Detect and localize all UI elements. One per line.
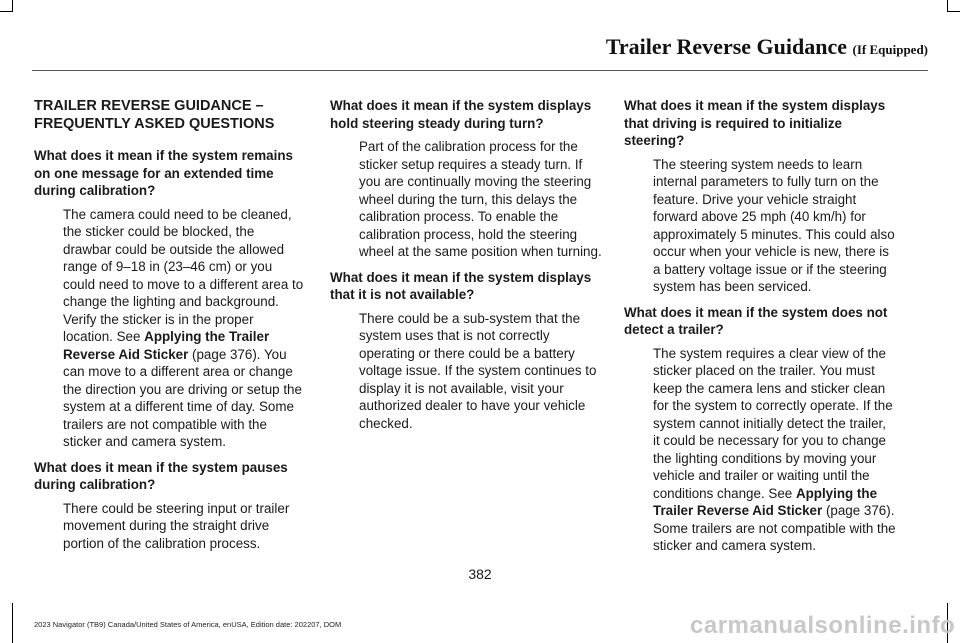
cross-reference-link[interactable]: Applying the Trailer Reverse Aid Sticker <box>63 329 270 362</box>
section-title: TRAILER REVERSE GUIDANCE – FREQUENTLY ASKED QUESTIONS <box>34 98 275 132</box>
faq-question: What does it mean if the system displays hold steering steady during turn? <box>330 98 592 131</box>
faq-question: What does it mean if the system displays that driving is required to initialize steering? <box>624 98 886 148</box>
faq-answer-text: The camera could need to be cleaned, the sticker could be blocked, the drawbar could be outside the allowed range of 9–18 in (23–46 cm) or you could need to move to a different area to change the lighting and background. Verify the sticker is in the proper location. See <box>63 206 304 344</box>
faq-question: What does it mean if the system pauses during calibration? <box>34 459 288 492</box>
header-title: Trailer Reverse Guidance <box>605 34 847 59</box>
faq-question: What does it mean if the system does not detect a trailer? <box>624 304 888 337</box>
edition-footer: 2023 Navigator (TB9) Canada/United States of America, enUSA, Edition date: 202207, DOM <box>34 620 342 629</box>
cross-reference-link[interactable]: Applying the Trailer Reverse Aid Sticker <box>653 485 878 518</box>
faq-answer-text: The system requires a clear view of the sticker placed on the trailer. You must keep the camera lens and sticker clean for the system to correctly operate. If the system cannot initially detect the trailer, it could be necessary for you to change the lighting conditions by moving your vehicle and trailer or waiting until the conditions change. See <box>653 345 893 501</box>
page-number: 382 <box>468 566 492 582</box>
faq-answer <box>63 206 306 451</box>
page-header <box>0 34 928 60</box>
crop-mark-bottom-left-v <box>12 603 13 643</box>
faq-answer: There could be a sub-system that the system uses that is not correctly operating or there could be a battery voltage issue. If the system continues to display it is not available, visit your authorized dealer to have your vehicle checked. <box>359 310 597 431</box>
watermark: carmanualsonline.info <box>690 612 956 639</box>
faq-answer <box>653 345 896 555</box>
column-1 <box>34 97 306 560</box>
crop-mark-top-left-v <box>12 0 13 12</box>
faq-answer-text: (page 376). You can move to a different area or change the direction you are driving or setup the system at a different time of day. Some trailers are not compatible with the sticker and camera system. <box>63 346 302 449</box>
crop-mark-top-left-h <box>0 11 12 12</box>
column-2 <box>330 97 602 440</box>
column-3 <box>624 97 896 563</box>
faq-answer: There could be steering input or trailer movement during the straight drive portion of the calibration process. <box>63 500 290 551</box>
crop-mark-top-right-h <box>948 11 960 12</box>
faq-question: What does it mean if the system displays that it is not available? <box>330 269 592 302</box>
faq-answer: The steering system needs to learn internal parameters to fully turn on the feature. Drive your vehicle straight forward above 25 mph (40 km/h) for approximately 5 minutes. This could also occur when your vehicle is new, there is a battery voltage issue or if the steering system has been serviced. <box>653 156 895 294</box>
faq-answer-text: (page 376). Some trailers are not compatible with the sticker and camera system. <box>653 503 896 553</box>
header-divider <box>32 70 928 71</box>
faq-question: What does it mean if the system remains on one message for an extended time during calibration? <box>34 148 293 198</box>
crop-mark-top-right-v <box>947 0 948 12</box>
header-subtitle: (If Equipped) <box>852 42 928 57</box>
faq-answer: Part of the calibration process for the sticker setup requires a steady turn. If you are continually moving the steering wheel during the turn, this delays the calibration process. To enable the calibration process, hold the steering wheel at the same position when turning. <box>359 139 602 259</box>
